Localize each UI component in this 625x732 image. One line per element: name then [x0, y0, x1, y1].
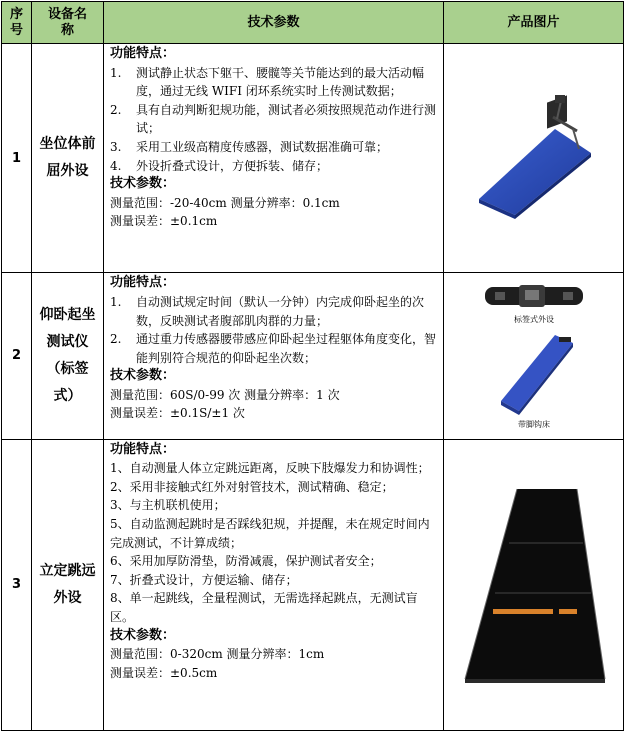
list-item: 1. 测试静止状态下躯干、腰髋等关节能达到的最大活动幅度，通过无线 WIFI 闭环系统实时上传测试数据； — [110, 65, 425, 99]
list-item: 4. 外设折叠式设计，方便拆装、储存； — [110, 158, 329, 173]
param-line: 测量误差：±0.1cm — [110, 214, 218, 229]
row-device-name: 仰卧起坐测试仪（标签式） — [32, 273, 104, 439]
features-heading: 功能特点： — [110, 441, 176, 457]
param-line: 测量误差：±0.1S/±1 次 — [110, 406, 245, 421]
param-line: 测量范围：0-320cm 测量分辨率：1cm — [110, 647, 325, 662]
header-params: 技术参数 — [104, 2, 444, 44]
row-index: 2 — [2, 273, 32, 439]
list-item: 1. 自动测试规定时间（默认一分钟）内完成仰卧起坐的次数，反映测试者腹部肌肉群的力量； — [110, 294, 425, 328]
list-item: 8、单一起跳线，全量程测试，无需选择起跳点，无测试盲区。 — [110, 591, 418, 624]
table-row — [2, 439, 624, 730]
list-item: 6、采用加厚防滑垫，防滑减震，保护测试者安全； — [110, 554, 382, 569]
param-line: 测量范围：60S/0-99 次 测量分辨率：1 次 — [110, 387, 340, 402]
row-index: 1 — [2, 44, 32, 273]
param-line: 测量误差：±0.5cm — [110, 665, 218, 680]
table-row — [2, 273, 624, 439]
params-heading: 技术参数： — [110, 368, 176, 384]
param-line: 测量范围：-20-40cm 测量分辨率：0.1cm — [110, 195, 340, 210]
list-item: 3、与主机联机使用； — [110, 498, 226, 513]
product-image-cell — [444, 44, 624, 273]
equipment-spec-table — [1, 1, 624, 731]
features-heading: 功能特点： — [110, 46, 176, 61]
list-item: 7、折叠式设计，方便运输、储存； — [110, 572, 298, 587]
header-name: 设备名称 — [32, 2, 104, 44]
table-header-row — [2, 2, 624, 44]
product-image-cell — [444, 439, 624, 730]
row-device-name: 立定跳远外设 — [32, 439, 104, 730]
params-heading: 技术参数： — [110, 176, 176, 192]
sit-up-belt-and-bench-photo — [479, 279, 589, 429]
row-index: 3 — [2, 439, 32, 730]
list-item: 3. 采用工业级高精度传感器，测试数据准确可靠； — [110, 139, 389, 154]
standing-long-jump-mat-photo — [459, 483, 609, 683]
row-params — [104, 439, 444, 730]
list-item: 2、采用非接触式红外对射管技术，测试精确、稳定； — [110, 479, 394, 494]
sit-and-reach-device-photo — [469, 91, 599, 221]
image-caption: 带脚钩床 — [517, 419, 550, 429]
row-params — [104, 44, 444, 273]
product-image-cell — [444, 273, 624, 439]
image-caption: 标签式外设 — [513, 314, 554, 324]
header-image: 产品图片 — [444, 2, 624, 44]
table-row — [2, 44, 624, 273]
list-item: 2. 具有自动判断犯规功能，测试者必须按照规范动作进行测试； — [110, 102, 437, 136]
list-item: 5、自动监测起跳时是否踩线犯规，并提醒，未在规定时间内完成测试，不计算成绩； — [110, 516, 430, 550]
features-heading: 功能特点： — [110, 275, 176, 291]
header-index: 序号 — [2, 2, 32, 44]
list-item: 1、自动测量人体立定跳远距离，反映下肢爆发力和协调性； — [110, 461, 430, 476]
params-heading: 技术参数： — [110, 627, 176, 643]
row-params — [104, 273, 444, 439]
list-item: 2. 通过重力传感器腰带感应仰卧起坐过程躯体角度变化，智能判别符合规范的仰卧起坐次数； — [110, 332, 437, 365]
row-device-name: 坐位体前屈外设 — [32, 44, 104, 273]
